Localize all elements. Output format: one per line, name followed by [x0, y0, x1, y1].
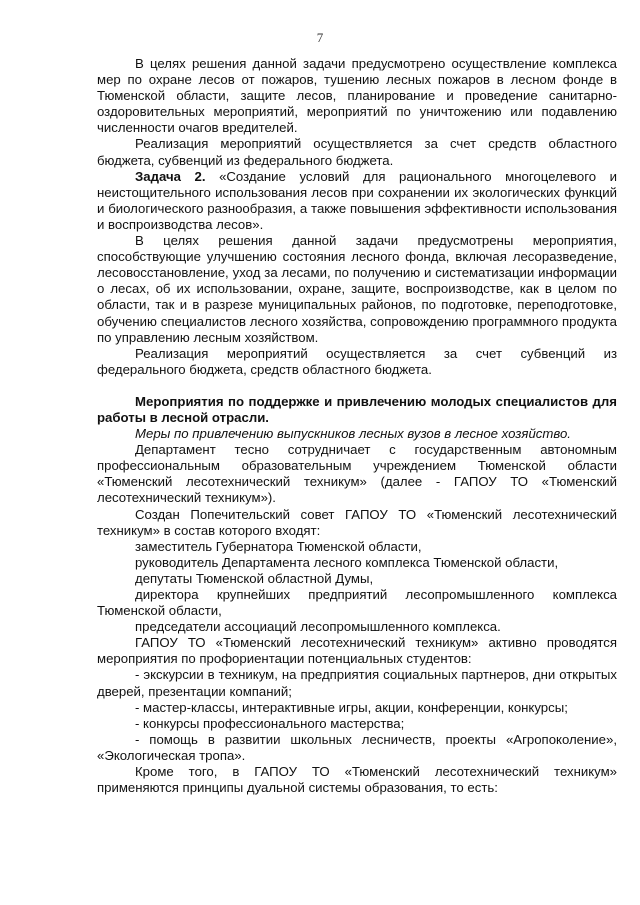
paragraph-task2-funding: Реализация мероприятий осуществляется за счет субвенций из федерального бюджета, средств областного бюджета. — [97, 345, 617, 377]
council-member: депутаты Тюменской областной Думы, — [135, 570, 374, 586]
section-heading: Мероприятия по поддержке и привлечению молодых специалистов для работы в лесной отрасли. — [97, 393, 617, 425]
task2-label: Задача 2. — [135, 168, 206, 184]
task2-text: «Создание условий для рационального многоцелевого и неистощительного использования лесов при сохранении их экологических функций и биологического разнообразия, а также повышения эффективности использования и воспроизводства лесов». — [97, 168, 617, 232]
page-number: 7 — [316, 30, 324, 45]
council-member: директора крупнейших предприятий лесопромышленного комплекса Тюменской области, — [97, 587, 617, 619]
council-member: руководитель Департамента лесного комплекса Тюменской области, — [135, 554, 559, 570]
italic-subheading: Меры по привлечению выпускников лесных вузов в лесное хозяйство. — [135, 426, 571, 442]
council-member: заместитель Губернатора Тюменской области, — [135, 538, 422, 554]
paragraph-task1-measures: В целях решения данной задачи предусмотрено осуществление комплекса мер по охране лесов от пожаров, тушению лесных пожаров в лесном фонде в Тюменской области, защите лесов, планирование и проведение санитарно-оздоровительных мероприятий, мероприятий по уничтожению или подавлению численности очагов вредителей. — [97, 56, 617, 136]
activity-item: - экскурсии в техникум, на предприятия социальных партнеров, дни открытых дверей, презентации компаний; — [97, 667, 617, 699]
paragraph-dual-education: Кроме того, в ГАПОУ ТО «Тюменский лесотехнический техникум» применяются принципы дуальной системы образования, то есть: — [97, 764, 617, 796]
paragraph-task2 — [97, 169, 617, 233]
paragraph-task2-measures: В целях решения данной задачи предусмотрены мероприятия, способствующие улучшению состояния лесного фонда, включая лесоразведение, лесовосстановление, уход за лесами, по получению и систематизации информации о лесах, об их использовании, охране, защите, воспроизводстве, как в целом по области, так и в разрезе муниципальных районов, по подготовке, переподготовке, обучению специалистов лесного хозяйства, сопровождению программного продукта по управлению лесным хозяйством. — [97, 233, 617, 345]
paragraph-council: Создан Попечительский совет ГАПОУ ТО «Тюменский лесотехнический техникум» в состав которого входят: — [97, 506, 617, 538]
spacer — [97, 378, 617, 394]
paragraph-cooperation: Департамент тесно сотрудничает с государственным автономным профессиональным образовательным учреждением Тюменской области «Тюменский лесотехнический техникум» (далее - ГАПОУ ТО «Тюменский лесотехнический техникум»). — [97, 442, 617, 506]
council-member: председатели ассоциаций лесопромышленного комплекса. — [135, 619, 501, 635]
activity-item: - конкурсы профессионального мастерства; — [135, 715, 405, 731]
paragraph-task1-funding: Реализация мероприятий осуществляется за счет средств областного бюджета, субвенций из федерального бюджета. — [97, 136, 617, 168]
paragraph-career-guidance: ГАПОУ ТО «Тюменский лесотехнический техникум» активно проводятся мероприятия по профориентации потенциальных студентов: — [97, 635, 617, 667]
activity-item: - мастер-классы, интерактивные игры, акции, конференции, конкурсы; — [135, 699, 568, 715]
activity-item: - помощь в развитии школьных лесничеств, проекты «Агропоколение», «Экологическая тропа». — [97, 731, 617, 763]
document-body — [97, 56, 617, 796]
